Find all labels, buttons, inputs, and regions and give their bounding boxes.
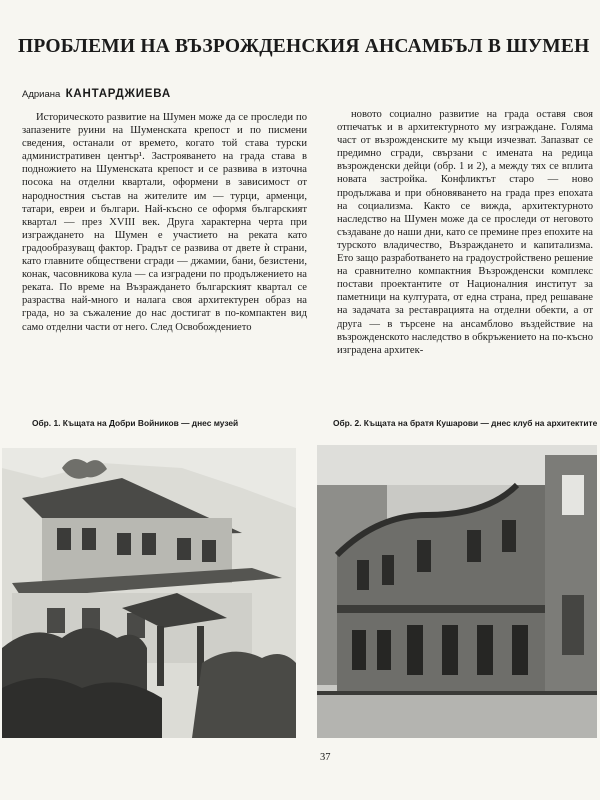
body-column-left: Историческото развитие на Шумен може да се проследи по запазените руини на Шуменската крепост и по писмени сведения, останали от времето, когато той става турски административен център¹. Застрояването на града става в подножието на Шуменската крепост и се развива в източна посока на отделни квартали, оформени в зависимост от народностния състав на жителите им — турци, арменци, татари, евреи и българи. Най-късно се оформя българският квартал — през XVIII век. Друга характерна черта при изграждането на Шумен е участието на реката като градообразуващ фактор. Градът се развива от двете ѝ страни, като главните обществени сгради — джамии, бани, безистени, конак, часовникова кула — са изградени по продължението на реката. По време на Възраждането българският квартал се разраства най-много и налага своя архитектурен образ на града, но за съжаление до нас достигат в по-компактен вид само отделни части от него. След Освобождението	[22, 112, 307, 333]
figure-caption-2	[333, 418, 598, 429]
photo-kusharovi-house-drawing	[317, 445, 597, 738]
figure-caption-1-text: Къщата на Добри Войников — днес музей	[62, 418, 239, 428]
figure-caption-1-label: Обр. 1.	[32, 418, 61, 428]
author-first-name: Адриана	[22, 89, 61, 100]
figure-caption-1	[32, 418, 302, 429]
photo-voynikov-house-drawing	[2, 448, 296, 738]
figure-caption-2-label: Обр. 2.	[333, 418, 362, 428]
photo-voynikov-house	[2, 448, 296, 738]
figure-caption-2-text: Къщата на братя Кушарови — днес клуб на архитектите	[363, 418, 598, 428]
author-last-name: КАНТАРДЖИЕВА	[65, 88, 171, 100]
author-line	[22, 88, 171, 100]
article-title: ПРОБЛЕМИ НА ВЪЗРОЖДЕНСКИЯ АНСАМБЪЛ В ШУМЕН	[18, 36, 590, 57]
photo-kusharovi-house	[317, 445, 597, 738]
body-column-right: новото социално развитие на града оставя своя отпечатък и в архитектурното му изграждане. Голяма част от възрожденските му къщи изчезват. Запазват се предимно сгради, свързани с имената на редица възрожденски дейци (обр. 1 и 2), а между тях се вплита новата застройка. Конфликтът старо — ново продължава и при обновяването на града през епохата на социализма. Както се вижда, архитектурното наследство на Шумен може да се проследи от неговото създаване до наши дни, като се преминe през епохите на турското владичество, Възраждането и капитализма. Ето защо разработването на градоустройствено решение на сравнително компактния Възрожденски комплекс постави проектантите от Националния институт за паметници на културата, от една страна, пред решаване на задачата за реставрацията на отделни обекти, а от друга — в търсене на ансамблово въздействие на възрожденското наследство в обкръжението на по-късно изградена архитек-	[337, 109, 593, 356]
page-number: 37	[320, 752, 331, 763]
